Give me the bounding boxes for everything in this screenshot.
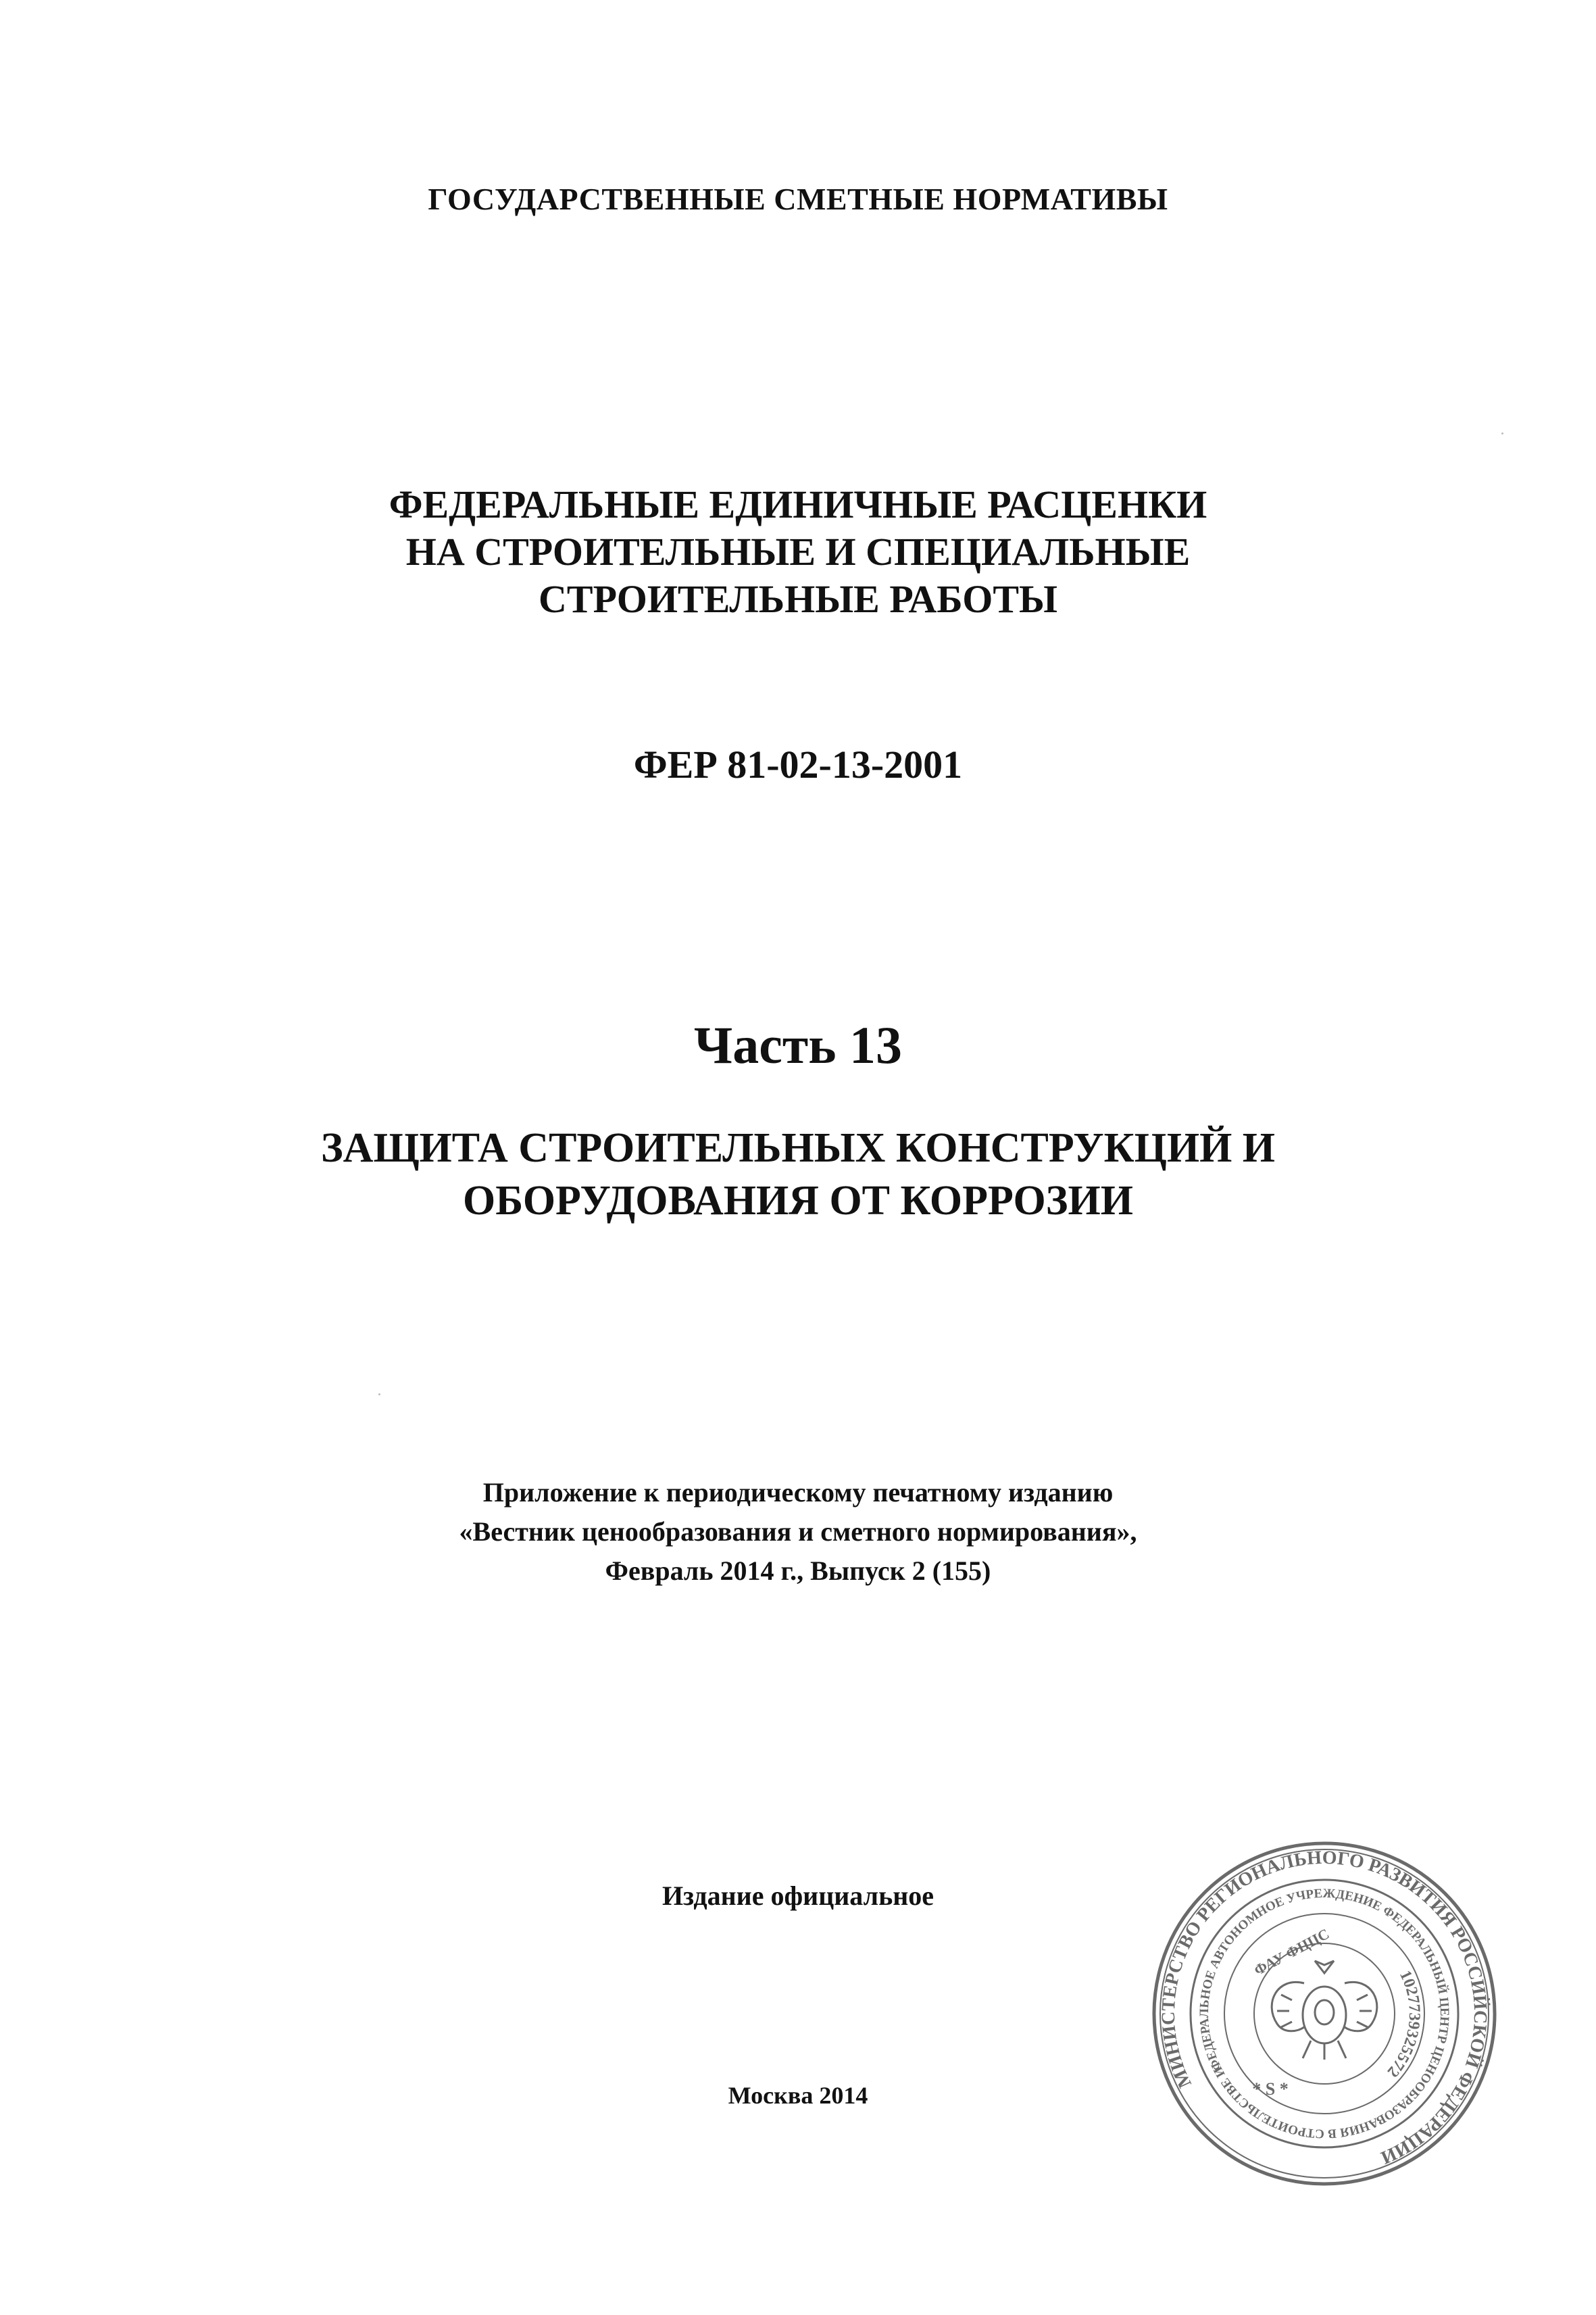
document-title <box>0 481 1596 623</box>
supplement-line-1: Приложение к периодическому печатному изданию <box>482 1477 1114 1508</box>
part-number: Часть 13 <box>694 1016 902 1074</box>
supplement-note <box>0 1473 1596 1591</box>
city-year: Москва 2014 <box>728 2082 868 2109</box>
part-title <box>0 1122 1596 1227</box>
scan-speck <box>378 1393 380 1395</box>
supplement-line-3: Февраль 2014 г., Выпуск 2 (155) <box>605 1555 991 1586</box>
edition-label: Издание официальное <box>662 1881 934 1911</box>
scan-speck <box>1501 432 1503 434</box>
title-line-3: СТРОИТЕЛЬНЫЕ РАБОТЫ <box>539 577 1057 621</box>
title-line-2: НА СТРОИТЕЛЬНЫЕ И СПЕЦИАЛЬНЫЕ <box>405 530 1191 574</box>
header-text: ГОСУДАРСТВЕННЫЕ СМЕТНЫЕ НОРМАТИВЫ <box>428 182 1168 216</box>
title-line-1: ФЕДЕРАЛЬНЫЕ ЕДИНИЧНЫЕ РАСЦЕНКИ <box>389 482 1207 526</box>
seal-ogrn: 1027739325572 <box>1383 1968 1424 2081</box>
seal-inner-text: ФЕДЕРАЛЬНОЕ АВТОНОМНОЕ УЧРЕЖДЕНИЕ ФЕДЕРАЛЬНЫЙ ЦЕНТР ЦЕНООБРАЗОВАНИЯ В СТРОИТЕЛЬСТВЕ И <box>1197 1886 1452 2141</box>
eagle-emblem-icon <box>1272 1961 1377 2060</box>
supplement-line-2: «Вестник ценообразования и сметного нормирования», <box>459 1516 1137 1547</box>
official-seal <box>1149 1838 1500 2189</box>
part-title-line-1: ЗАЩИТА СТРОИТЕЛЬНЫХ КОНСТРУКЦИЙ И <box>320 1125 1276 1171</box>
svg-text:* S *: * S * <box>1252 2079 1289 2099</box>
svg-text:ФАУ ФЦЦС: ФАУ ФЦЦС <box>1251 1924 1332 1979</box>
part-title-line-2: ОБОРУДОВАНИЯ ОТ КОРРОЗИИ <box>463 1178 1133 1224</box>
document-code: ФЕР 81-02-13-2001 <box>633 743 963 787</box>
seal-abbreviation <box>1251 1925 1332 2099</box>
seal-outer-text: МИНИСТЕРСТВО РЕГИОНАЛЬНОГО РАЗВИТИЯ РОССИЙСКОЙ ФЕДЕРАЦИИ <box>1157 1847 1491 2168</box>
